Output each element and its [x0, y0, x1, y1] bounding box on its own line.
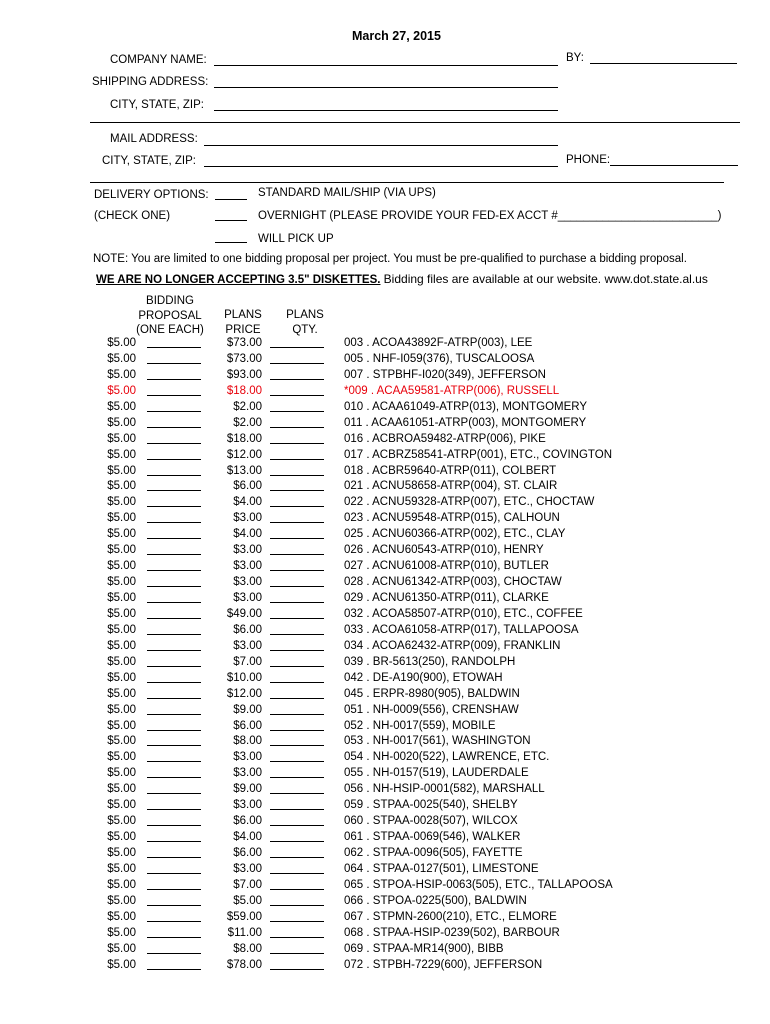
plans-price: $5.00 — [233, 894, 262, 907]
plans-price: $7.00 — [233, 655, 262, 668]
bidding-proposal-qty-field[interactable] — [147, 969, 201, 970]
bidding-proposal-qty-field[interactable] — [147, 554, 201, 555]
table-row — [0, 640, 770, 656]
project-description: 032 . ACOA58507-ATRP(010), ETC., COFFEE — [344, 607, 583, 620]
bidding-proposal-price: $5.00 — [107, 671, 136, 684]
bidding-proposal-qty-field[interactable] — [147, 363, 201, 364]
plans-qty-field[interactable] — [270, 475, 324, 476]
plans-price: $6.00 — [233, 847, 262, 859]
plans-price-header — [218, 308, 268, 337]
project-description: 026 . ACNU60543-ATRP(010), HENRY — [344, 544, 544, 557]
bidding-proposal-qty-field[interactable] — [147, 586, 201, 587]
table-row — [0, 560, 770, 576]
project-description: 028 . ACNU61342-ATRP(003), CHOCTAW — [344, 576, 562, 589]
plans-price: $2.00 — [233, 400, 262, 413]
bidding-proposal-price: $5.00 — [107, 368, 136, 381]
bidding-proposal-price: $5.00 — [107, 560, 136, 573]
bidding-proposal-qty-field[interactable] — [147, 634, 201, 635]
table-row — [0, 863, 770, 879]
bidding-proposal-qty-field[interactable] — [147, 666, 201, 667]
bidding-proposal-price: $5.00 — [107, 400, 136, 413]
plans-price: $49.00 — [226, 607, 262, 620]
bidding-proposal-price: $5.00 — [107, 607, 136, 620]
plans-qty-field[interactable] — [270, 969, 324, 970]
plans-qty-field[interactable] — [270, 905, 324, 906]
table-row — [0, 927, 770, 943]
table-row — [0, 353, 770, 369]
project-description: 034 . ACOA62432-ATRP(009), FRANKLIN — [344, 639, 561, 652]
plans-qty-field[interactable] — [270, 522, 324, 523]
bidding-proposal-price: $5.00 — [107, 623, 136, 636]
will-pick-up-checkbox[interactable] — [215, 242, 247, 243]
project-description: 052 . NH-0017(559), MOBILE — [344, 719, 496, 732]
bidding-proposal-price: $5.00 — [107, 799, 136, 812]
project-description: 017 . ACBRZ58541-ATRP(001), ETC., COVINGTON — [344, 448, 612, 461]
bidding-proposal-price: $5.00 — [107, 783, 136, 796]
bidding-proposal-qty-field[interactable] — [147, 602, 201, 603]
plans-price: $6.00 — [233, 719, 262, 732]
plans-qty-line-1: PLANS — [286, 309, 324, 321]
bidding-proposal-qty-field[interactable] — [147, 459, 201, 460]
by-label: BY: — [566, 52, 584, 64]
bidding-proposal-qty-field[interactable] — [147, 427, 201, 428]
bidding-proposal-price: $5.00 — [107, 528, 136, 541]
plans-price: $3.00 — [233, 862, 262, 875]
plans-price: $4.00 — [233, 496, 262, 509]
project-description: 022 . ACNU59328-ATRP(007), ETC., CHOCTAW — [344, 496, 595, 509]
table-row — [0, 847, 770, 863]
bidding-header-line-1: BIDDING — [146, 295, 194, 307]
project-description: 039 . BR-5613(250), RANDOLPH — [344, 655, 516, 668]
bidding-proposal-qty-field[interactable] — [147, 809, 201, 810]
plans-qty-field[interactable] — [270, 841, 324, 842]
project-description: 023 . ACNU59548-ATRP(015), CALHOUN — [344, 512, 560, 525]
plans-price: $12.00 — [226, 687, 262, 700]
section-divider — [90, 122, 740, 123]
plans-qty-field[interactable] — [270, 379, 324, 380]
bidding-proposal-qty-field[interactable] — [147, 777, 201, 778]
bidding-proposal-qty-field[interactable] — [147, 745, 201, 746]
table-row — [0, 959, 770, 975]
bidding-proposal-price: $5.00 — [107, 847, 136, 859]
bidding-proposal-price: $5.00 — [107, 719, 136, 732]
plans-qty-field[interactable] — [270, 666, 324, 667]
table-row — [0, 369, 770, 385]
table-row — [0, 417, 770, 433]
plans-price-line-1: PLANS — [224, 309, 262, 321]
plans-qty-line-2: QTY. — [292, 323, 318, 336]
bidding-proposal-qty-field[interactable] — [147, 841, 201, 842]
plans-qty-field[interactable] — [270, 793, 324, 794]
bidding-proposal-qty-field[interactable] — [147, 475, 201, 476]
bidding-proposal-price: $5.00 — [107, 496, 136, 509]
table-row — [0, 704, 770, 720]
table-row — [0, 911, 770, 927]
plans-price: $73.00 — [226, 337, 262, 349]
delivery-options-label: DELIVERY OPTIONS: — [94, 189, 209, 201]
table-row — [0, 656, 770, 672]
city-state-zip-field[interactable] — [214, 110, 558, 111]
table-row — [0, 767, 770, 783]
project-description: 053 . NH-0017(561), WASHINGTON — [344, 735, 531, 748]
project-description: 010 . ACAA61049-ATRP(013), MONTGOMERY — [344, 400, 588, 413]
project-description: 016 . ACBROA59482-ATRP(006), PIKE — [344, 432, 546, 445]
plans-price: $11.00 — [227, 926, 262, 939]
plans-price: $9.00 — [233, 703, 262, 716]
plans-qty-field[interactable] — [270, 347, 324, 348]
table-row — [0, 480, 770, 496]
bidding-proposal-qty-field[interactable] — [147, 873, 201, 874]
project-description: 055 . NH-0157(519), LAUDERDALE — [344, 767, 529, 780]
table-row — [0, 943, 770, 959]
phone-label: PHONE: — [566, 154, 611, 166]
plans-qty-field[interactable] — [270, 873, 324, 874]
project-description: 059 . STPAA-0025(540), SHELBY — [344, 799, 518, 812]
bidding-proposal-price: $5.00 — [107, 416, 136, 429]
bidding-proposal-qty-field[interactable] — [147, 379, 201, 380]
bidding-header-line-3: (ONE EACH) — [136, 324, 204, 336]
bidding-proposal-price: $5.00 — [107, 767, 136, 780]
project-description: 062 . STPAA-0096(505), FAYETTE — [344, 847, 523, 859]
plans-price: $3.00 — [233, 576, 262, 589]
bidding-proposal-price: $5.00 — [107, 464, 136, 477]
project-description: 054 . NH-0020(522), LAWRENCE, ETC. — [344, 751, 550, 764]
bidding-proposal-price: $5.00 — [107, 576, 136, 589]
bidding-proposal-qty-field[interactable] — [147, 937, 201, 938]
project-description: 069 . STPAA-MR14(900), BIBB — [344, 942, 504, 955]
project-description: 067 . STPMN-2600(210), ETC., ELMORE — [344, 910, 557, 923]
plans-price: $6.00 — [233, 623, 262, 636]
project-description: 033 . ACOA61058-ATRP(017), TALLAPOOSA — [344, 623, 579, 636]
table-row — [0, 496, 770, 512]
plans-price: $3.00 — [233, 639, 262, 652]
project-description: *009 . ACAA59581-ATRP(006), RUSSELL — [344, 384, 560, 397]
project-description: 065 . STPOA-HSIP-0063(505), ETC., TALLAPOOSA — [344, 878, 613, 891]
bidding-proposal-price: $5.00 — [107, 544, 136, 557]
form-date: March 27, 2015 — [352, 29, 441, 43]
will-pick-up-option: WILL PICK UP — [258, 233, 334, 245]
bidding-proposal-price: $5.00 — [107, 655, 136, 668]
bidding-proposal-price: $5.00 — [107, 862, 136, 875]
bidding-proposal-header — [133, 294, 207, 338]
mail-city-state-zip-field[interactable] — [204, 166, 558, 167]
plans-price: $4.00 — [233, 831, 262, 844]
overnight-checkbox[interactable] — [215, 220, 247, 221]
bidding-proposal-qty-field[interactable] — [147, 570, 201, 571]
table-row — [0, 576, 770, 592]
limit-note: NOTE: You are limited to one bidding proposal per project. You must be pre-qualified to purchase a bidding proposal. — [93, 253, 687, 265]
plans-qty-field[interactable] — [270, 459, 324, 460]
bidding-proposal-qty-field[interactable] — [147, 825, 201, 826]
overnight-option: OVERNIGHT (PLEASE PROVIDE YOUR FED-EX ACCT #_________________________) — [258, 210, 722, 222]
plans-price: $18.00 — [226, 432, 262, 445]
bidding-proposal-price: $5.00 — [107, 592, 136, 604]
table-row — [0, 433, 770, 449]
plans-qty-field[interactable] — [270, 363, 324, 364]
project-description: 068 . STPAA-HSIP-0239(502), BARBOUR — [344, 926, 560, 939]
project-description: 007 . STPBHF-I020(349), JEFFERSON — [344, 368, 546, 381]
plans-price: $4.00 — [233, 528, 262, 541]
bidding-proposal-qty-field[interactable] — [147, 538, 201, 539]
project-description: 056 . NH-HSIP-0001(582), MARSHALL — [344, 783, 545, 796]
project-description: 042 . DE-A190(900), ETOWAH — [344, 671, 503, 684]
project-description: 060 . STPAA-0028(507), WILCOX — [344, 815, 518, 828]
table-row — [0, 688, 770, 704]
bidding-proposal-price: $5.00 — [107, 926, 136, 939]
bidding-proposal-qty-field[interactable] — [147, 443, 201, 444]
bidding-proposal-qty-field[interactable] — [147, 490, 201, 491]
project-description: 021 . ACNU58658-ATRP(004), ST. CLAIR — [344, 480, 558, 493]
plans-qty-field[interactable] — [270, 506, 324, 507]
plans-qty-field[interactable] — [270, 714, 324, 715]
standard-mail-checkbox[interactable] — [215, 199, 247, 200]
project-description: 029 . ACNU61350-ATRP(011), CLARKE — [344, 592, 549, 604]
plans-qty-field[interactable] — [270, 538, 324, 539]
bidding-proposal-qty-field[interactable] — [147, 714, 201, 715]
plans-qty-field[interactable] — [270, 443, 324, 444]
shipping-address-label: SHIPPING ADDRESS: — [92, 76, 209, 88]
table-row — [0, 624, 770, 640]
plans-price: $6.00 — [233, 480, 262, 493]
plans-qty-field[interactable] — [270, 730, 324, 731]
project-description: 064 . STPAA-0127(501), LIMESTONE — [344, 862, 539, 875]
table-row — [0, 385, 770, 401]
bidding-proposal-price: $5.00 — [107, 480, 136, 493]
bidding-proposal-price: $5.00 — [107, 337, 136, 349]
plans-qty-field[interactable] — [270, 825, 324, 826]
website-notice: Bidding files are available at our website. www.dot.state.al.us — [383, 272, 708, 286]
project-description: 066 . STPOA-0225(500), BALDWIN — [344, 894, 527, 907]
table-row — [0, 751, 770, 767]
project-description: 045 . ERPR-8980(905), BALDWIN — [344, 687, 520, 700]
plans-qty-field[interactable] — [270, 650, 324, 651]
diskette-notice: WE ARE NO LONGER ACCEPTING 3.5" DISKETTES. — [96, 274, 381, 286]
check-one-label: (CHECK ONE) — [94, 210, 171, 222]
plans-price: $7.00 — [233, 878, 262, 891]
table-row — [0, 528, 770, 544]
project-description: 061 . STPAA-0069(546), WALKER — [344, 831, 521, 844]
table-row — [0, 720, 770, 736]
plans-qty-field[interactable] — [270, 570, 324, 571]
project-description: 005 . NHF-I059(376), TUSCALOOSA — [344, 352, 535, 365]
table-row — [0, 672, 770, 688]
bidding-proposal-price: $5.00 — [107, 910, 136, 923]
bidding-proposal-qty-field[interactable] — [147, 347, 201, 348]
bidding-proposal-qty-field[interactable] — [147, 857, 201, 858]
bidding-proposal-qty-field[interactable] — [147, 793, 201, 794]
bidding-proposal-price: $5.00 — [107, 831, 136, 844]
plans-qty-field[interactable] — [270, 602, 324, 603]
bidding-proposal-price: $5.00 — [107, 687, 136, 700]
bidding-proposal-price: $5.00 — [107, 352, 136, 365]
plans-qty-field[interactable] — [270, 411, 324, 412]
plans-qty-field[interactable] — [270, 937, 324, 938]
table-row — [0, 544, 770, 560]
bidding-proposal-qty-field[interactable] — [147, 411, 201, 412]
bidding-proposal-qty-field[interactable] — [147, 730, 201, 731]
bidding-proposal-price: $5.00 — [107, 735, 136, 748]
plans-qty-field[interactable] — [270, 889, 324, 890]
plans-qty-field[interactable] — [270, 618, 324, 619]
bidding-proposal-qty-field[interactable] — [147, 522, 201, 523]
plans-price: $13.00 — [226, 464, 262, 477]
bidding-proposal-price: $5.00 — [107, 384, 136, 397]
table-row — [0, 592, 770, 608]
table-row — [0, 799, 770, 815]
plans-price: $78.00 — [226, 958, 262, 971]
plans-price: $12.00 — [226, 448, 262, 461]
plans-qty-field[interactable] — [270, 698, 324, 699]
bidding-proposal-price: $5.00 — [107, 639, 136, 652]
company-name-label: COMPANY NAME: — [110, 54, 207, 66]
plans-qty-field[interactable] — [270, 586, 324, 587]
plans-price: $3.00 — [233, 592, 262, 604]
project-description: 003 . ACOA43892F-ATRP(003), LEE — [344, 337, 533, 349]
plans-qty-field[interactable] — [270, 682, 324, 683]
bidding-proposal-price: $5.00 — [107, 894, 136, 907]
by-field[interactable] — [590, 63, 737, 64]
plans-price: $3.00 — [233, 799, 262, 812]
table-row — [0, 735, 770, 751]
company-name-field[interactable] — [214, 65, 558, 66]
plans-price: $6.00 — [233, 815, 262, 828]
table-row — [0, 783, 770, 799]
bidding-proposal-price: $5.00 — [107, 958, 136, 971]
plans-price: $3.00 — [233, 560, 262, 573]
project-list — [0, 337, 770, 975]
table-row — [0, 512, 770, 528]
mail-address-field[interactable] — [204, 145, 558, 146]
bidding-proposal-qty-field[interactable] — [147, 650, 201, 651]
shipping-address-field[interactable] — [214, 87, 558, 88]
bidding-proposal-price: $5.00 — [107, 703, 136, 716]
bidding-proposal-price: $5.00 — [107, 512, 136, 525]
bidding-proposal-qty-field[interactable] — [147, 395, 201, 396]
plans-price: $8.00 — [233, 942, 262, 955]
plans-qty-header — [280, 308, 330, 337]
plans-price: $2.00 — [233, 416, 262, 429]
bidding-proposal-price: $5.00 — [107, 751, 136, 764]
bidding-proposal-price: $5.00 — [107, 878, 136, 891]
project-description: 051 . NH-0009(556), CRENSHAW — [344, 703, 519, 716]
project-description: 018 . ACBR59640-ATRP(011), COLBERT — [344, 464, 557, 477]
plans-qty-field[interactable] — [270, 490, 324, 491]
plans-price: $3.00 — [233, 767, 262, 780]
plans-qty-field[interactable] — [270, 777, 324, 778]
plans-qty-field[interactable] — [270, 761, 324, 762]
bidding-proposal-price: $5.00 — [107, 432, 136, 445]
plans-price: $18.00 — [226, 384, 262, 397]
plans-price: $73.00 — [226, 352, 262, 365]
plans-qty-field[interactable] — [270, 395, 324, 396]
project-description: 072 . STPBH-7229(600), JEFFERSON — [344, 958, 543, 971]
section-divider-2 — [90, 182, 724, 183]
plans-price: $10.00 — [226, 671, 262, 684]
plans-price: $3.00 — [233, 751, 262, 764]
table-row — [0, 831, 770, 847]
plans-price: $9.00 — [233, 783, 262, 796]
table-row — [0, 608, 770, 624]
table-row — [0, 879, 770, 895]
bidding-proposal-qty-field[interactable] — [147, 953, 201, 954]
plans-price: $3.00 — [233, 512, 262, 525]
city-state-zip-label: CITY, STATE, ZIP: — [110, 99, 204, 111]
plans-price: $59.00 — [226, 910, 262, 923]
mail-address-label: MAIL ADDRESS: — [110, 133, 198, 145]
bidding-header-line-2: PROPOSAL — [138, 309, 202, 322]
mail-city-state-zip-label: CITY, STATE, ZIP: — [102, 155, 196, 167]
plans-qty-field[interactable] — [270, 921, 324, 922]
bidding-proposal-price: $5.00 — [107, 448, 136, 461]
bidding-proposal-qty-field[interactable] — [147, 905, 201, 906]
plans-price: $8.00 — [233, 735, 262, 748]
bidding-proposal-price: $5.00 — [107, 815, 136, 828]
bidding-proposal-qty-field[interactable] — [147, 618, 201, 619]
plans-qty-field[interactable] — [270, 857, 324, 858]
plans-qty-field[interactable] — [270, 809, 324, 810]
plans-qty-field[interactable] — [270, 634, 324, 635]
bidding-proposal-price: $5.00 — [107, 942, 136, 955]
bidding-proposal-qty-field[interactable] — [147, 921, 201, 922]
table-row — [0, 337, 770, 353]
plans-qty-field[interactable] — [270, 427, 324, 428]
table-row — [0, 815, 770, 831]
plans-qty-field[interactable] — [270, 953, 324, 954]
phone-field[interactable] — [610, 165, 738, 166]
bidding-proposal-qty-field[interactable] — [147, 506, 201, 507]
standard-mail-option: STANDARD MAIL/SHIP (VIA UPS) — [258, 187, 436, 199]
table-row — [0, 401, 770, 417]
bidding-proposal-qty-field[interactable] — [147, 682, 201, 683]
table-row — [0, 449, 770, 465]
project-description: 025 . ACNU60366-ATRP(002), ETC., CLAY — [344, 528, 566, 541]
plans-qty-field[interactable] — [270, 554, 324, 555]
bidding-proposal-qty-field[interactable] — [147, 889, 201, 890]
plans-price: $3.00 — [233, 544, 262, 557]
table-row — [0, 895, 770, 911]
bidding-proposal-qty-field[interactable] — [147, 761, 201, 762]
table-row — [0, 465, 770, 481]
bidding-proposal-qty-field[interactable] — [147, 698, 201, 699]
project-description: 027 . ACNU61008-ATRP(010), BUTLER — [344, 560, 549, 573]
project-description: 011 . ACAA61051-ATRP(003), MONTGOMERY — [344, 416, 587, 429]
plans-price: $93.00 — [226, 368, 262, 381]
plans-qty-field[interactable] — [270, 745, 324, 746]
plans-price-line-2: PRICE — [225, 323, 261, 336]
